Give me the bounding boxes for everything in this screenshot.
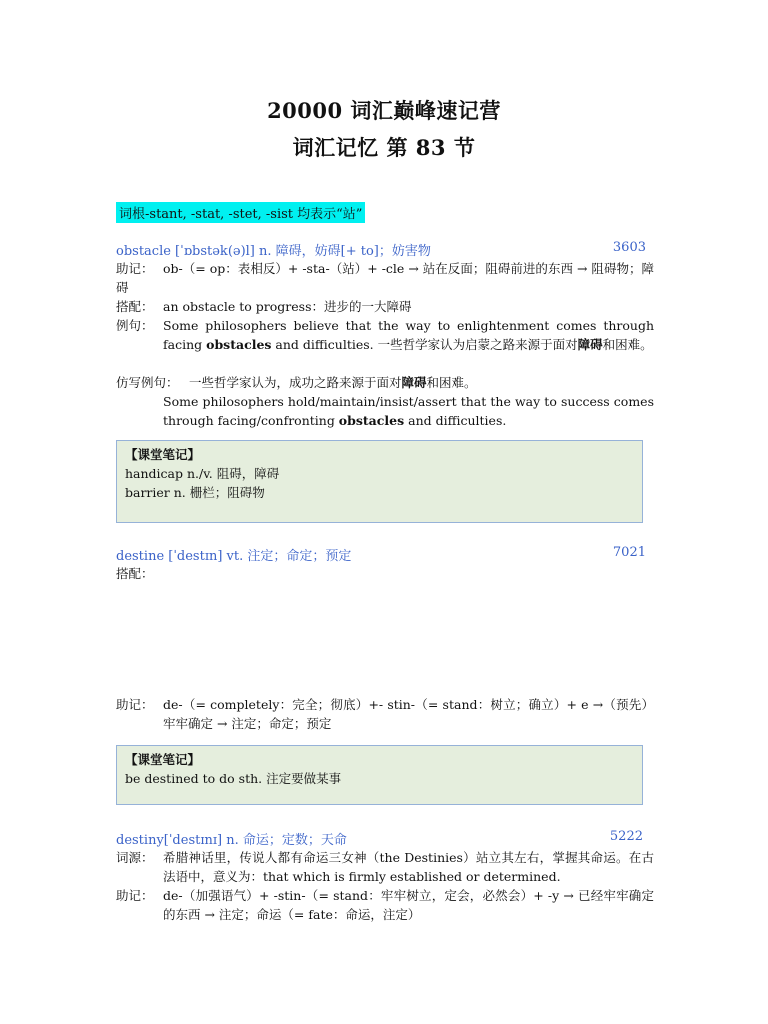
entry-headword: obstacle [ˈɒbstək(ə)l] n. 障碍，妨碍[+ to]；妨害物 [116, 244, 431, 259]
label-example: 例句： [116, 318, 154, 333]
class-notes-header: 【课堂笔记】 [125, 752, 201, 767]
entry-obstacle-example [116, 316, 654, 354]
entry-number: 5222 [609, 829, 643, 844]
page-title: 20000 词汇巅峰速记营 [267, 98, 501, 123]
label-imitation: 仿写例句： [116, 375, 179, 390]
entry-destiny-etymology [116, 848, 654, 886]
entry-destiny-head [116, 829, 643, 848]
imitation-text-cn: 一些哲学家认为，成功之路来源于面对障碍和困难。 [189, 375, 477, 390]
example-text: Some philosophers believe that the way to enlightenment comes through facing obstacles and difficulties. 一些哲学家认为启蒙之路来源于面对障碍和困难。 [163, 318, 654, 352]
entry-destine-mnemonic [116, 695, 654, 733]
label-collocation: 搭配： [116, 299, 154, 314]
label-mnemonic: 助记： [116, 261, 154, 276]
entry-destine-head [116, 545, 646, 564]
collocation-text: an obstacle to progress：进步的一大障碍 [163, 299, 412, 314]
lesson-subtitle: 词汇记忆 第 83 节 [292, 135, 476, 160]
mnemonic-text: ob-（= op：表相反）+ -sta-（站）+ -cle → 站在反面；阻碍前进的东西 → 阻碍物；障碍 [116, 261, 654, 295]
label-mnemonic: 助记： [116, 697, 154, 712]
label-collocation: 搭配： [116, 566, 154, 581]
entry-obstacle-head [116, 240, 646, 259]
entry-obstacle-imitation-en [116, 392, 654, 430]
word-root-highlight: 词根-stant, -stat, -stet, -sist 均表示“站” [116, 202, 365, 223]
entry-number: 3603 [612, 240, 646, 255]
entry-headword: destine [ˈdestɪn] vt. 注定；命定；预定 [116, 549, 352, 564]
entry-destiny-mnemonic [116, 886, 654, 924]
entry-obstacle-collocation [116, 297, 654, 316]
label-etymology: 词源： [116, 850, 154, 865]
entry-obstacle-mnemonic [116, 259, 654, 297]
etymology-text: 希腊神话里，传说人都有命运三女神（the Destinies）站立其左右，掌握其命运。在古法语中，意义为：that which is firmly established or determined. [163, 850, 654, 884]
label-mnemonic: 助记： [116, 888, 154, 903]
entry-obstacle-imitation [116, 373, 654, 392]
class-note-line: barrier n. 栅栏；阻碍物 [125, 485, 265, 500]
class-note-line: handicap n./v. 阻碍，障碍 [125, 466, 280, 481]
mnemonic-text: de-（= completely：完全；彻底）+- stin-（= stand：树立；确立）+ e →（预先）牢牢确定 → 注定；命定；预定 [163, 697, 654, 731]
class-note-line: be destined to do sth. 注定要做某事 [125, 771, 342, 786]
entry-number: 7021 [612, 545, 646, 560]
class-notes-box [116, 440, 643, 523]
class-notes-header: 【课堂笔记】 [125, 447, 201, 462]
class-notes-box [116, 745, 643, 805]
imitation-text-en: Some philosophers hold/maintain/insist/assert that the way to success comes through facing/confronting obstacles and difficulties. [163, 394, 654, 428]
mnemonic-text: de-（加强语气）+ -stin-（= stand：牢牢树立，定会，必然会）+ -y → 已经牢牢确定的东西 → 注定；命运（= fate：命运，注定） [163, 888, 654, 922]
entry-headword: destiny[ˈdestɪnɪ] n. 命运；定数；天命 [116, 833, 347, 848]
